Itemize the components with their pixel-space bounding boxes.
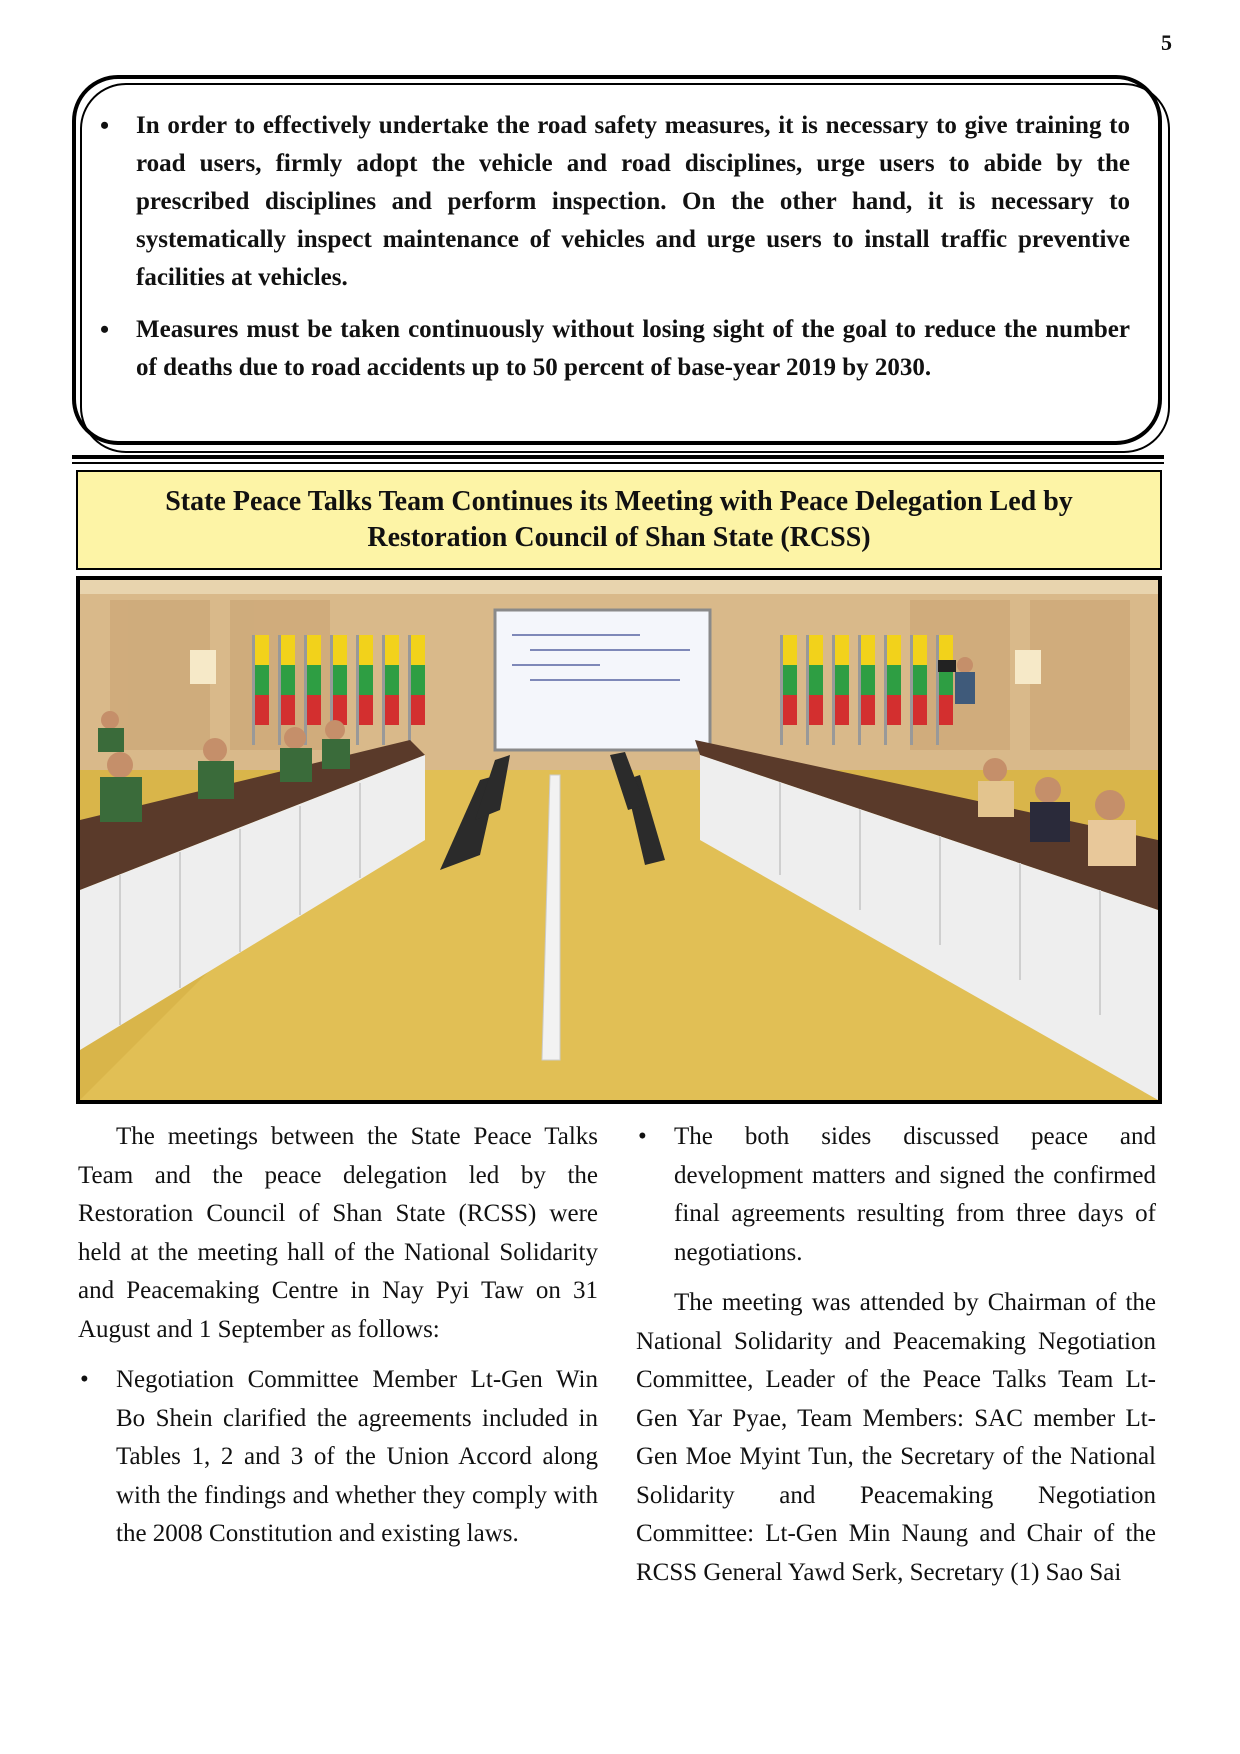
- callout-bullet-list: [76, 79, 1158, 387]
- article-bullet: • The both sides discussed peace and development matters and signed the confirmed final agreements resulting from three days of negotiations.: [674, 1118, 1156, 1272]
- callout-bullet: • In order to effectively undertake the road safety measures, it is necessary to give training to road users, firmly adopt the vehicle and road disciplines, urge users to abide by the prescribed disciplines and perform inspection. On the other hand, it is necessary to systematically inspect maintenance of vehicles and urge users to install traffic preventive facilities at vehicles.: [136, 107, 1130, 297]
- article-title-line: Restoration Council of Shan State (RCSS): [367, 522, 871, 553]
- article-paragraph: The meetings between the State Peace Talks Team and the peace delegation led by the Restoration Council of Shan State (RCSS) were held at the meeting hall of the National Solidarity and Peacemaking Centre in Nay Pyi Taw on 31 August and 1 September as follows:: [78, 1123, 598, 1343]
- divider-rule-thin: [72, 462, 1164, 464]
- article-paragraph: The meeting was attended by Chairman of the National Solidarity and Peacemaking Negotiation Committee, Leader of the Peace Talks Team Lt-Gen Yar Pyae, Team Members: SAC member Lt-Gen Moe Myint Tun, the Secretary of the National Solidarity and Peacemaking Negotiation Committee: Lt-Gen Min Naung and Chair of the RCSS General Yawd Serk, Secretary (1) Sao Sai: [636, 1289, 1156, 1586]
- article-right-column: [636, 1118, 1156, 1604]
- article-title-box: [76, 470, 1162, 570]
- callout-bullet: • Measures must be taken continuously without losing sight of the goal to reduce the number of deaths due to road accidents up to 50 percent of base-year 2019 by 2030.: [136, 311, 1130, 387]
- meeting-hall-photo: [76, 576, 1162, 1104]
- article-left-column: [78, 1118, 598, 1566]
- article-bullet-list: [78, 1361, 598, 1554]
- article-bullet-list: [636, 1118, 1156, 1272]
- article-bullet: • Negotiation Committee Member Lt-Gen Win Bo Shein clarified the agreements included in Tables 1, 2 and 3 of the Union Accord along with the findings and whether they comply with the 2008 Constitution and existing laws.: [116, 1361, 598, 1554]
- article-title-line: State Peace Talks Team Continues its Meeting with Peace Delegation Led by: [165, 486, 1073, 517]
- page-number: 5: [1161, 30, 1172, 55]
- road-safety-callout-box: [72, 75, 1162, 445]
- divider-rule: [72, 455, 1164, 459]
